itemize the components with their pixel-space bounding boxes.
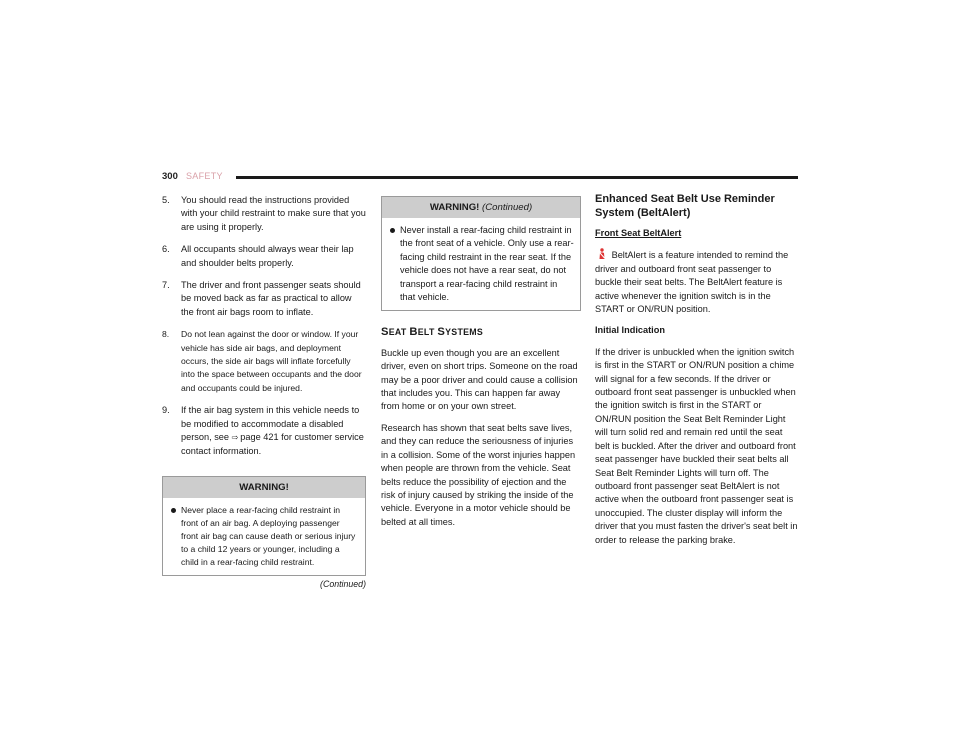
list-item-number: 6.	[162, 244, 170, 255]
list-item	[162, 243, 366, 270]
list-item-text: You should read the instructions provided with your child restraint to make sure that you are using it properly.	[181, 195, 366, 232]
continued-note: (Continued)	[320, 578, 366, 589]
warning-bullet	[390, 224, 574, 304]
header-rule	[236, 176, 798, 179]
warning-title-text: WARNING!	[429, 202, 480, 213]
paragraph: Buckle up even though you are an excellent driver, even on short trips. Someone on the road may be a poor driver and could cause a collision that includes you. This can happen far away from home or on your own street.	[381, 347, 578, 412]
warning-box	[162, 476, 366, 576]
list-item-number: 5.	[162, 195, 170, 205]
paragraph: BeltAlert is a feature intended to remind the driver and outboard front seat passenger to buckle their seat belts. The BeltAlert feature is active whenever the ignition switch is in the START or ON/RUN position.	[595, 250, 789, 315]
page-number: 300	[162, 171, 178, 182]
section-title: SAFETY	[186, 171, 223, 181]
list-item-number: 9.	[162, 405, 170, 416]
column-middle	[381, 196, 581, 537]
bullet-icon	[390, 228, 395, 233]
paragraph: Research has shown that seat belts save lives, and they can reduce the seriousness of injuries in a collision. Some of the worst injuries happen when people are thrown from the vehicle. Seat belts reduce the possibility of ejection and the risk of injury caused by striking the inside of the vehicle. Everyone in a motor vehicle should be belted at all times.	[381, 422, 576, 527]
warning-continued-label: (Continued)	[482, 202, 533, 213]
warning-body	[163, 498, 365, 575]
seatbelt-reminder-icon	[595, 248, 609, 260]
instruction-list	[162, 194, 366, 458]
column-left	[162, 194, 366, 591]
list-item-number: 7.	[162, 280, 170, 291]
warning-text: Never install a rear-facing child restraint in the front seat of a vehicle. Only use a rear-facing child restraint in the rear seat. If the vehicle does not have a rear seat, do not transport a rear-facing child restraint in that vehicle.	[400, 225, 574, 303]
subheading-initial-indication: Initial Indication	[595, 325, 665, 336]
warning-title	[382, 197, 580, 218]
subsection-title: Enhanced Seat Belt Use Reminder System (BeltAlert)	[595, 193, 775, 219]
warning-box-continued	[381, 196, 581, 311]
warning-bullet	[171, 504, 359, 569]
paragraph: If the driver is unbuckled when the ignition switch is first in the START or ON/RUN position a chime will signal for a few seconds. If the driver or outboard front seat passenger is unbuckled when the ignition switch is first in the START or ON/RUN position the Seat Belt Reminder Light will turn solid red and remain red until the seat belt is buckled. After the driver and outboard front seat passenger have buckled their seat belts all Seat Belt Reminder Lights will turn off. The outboard front passenger seat BeltAlert is not active when the outboard front passenger seat is unoccupied. The cluster display will inform the driver that you must fasten the driver's seat belt in order to release the parking brake.	[595, 346, 798, 545]
bullet-icon	[171, 508, 176, 513]
subheading-front-seat-beltalert: Front Seat BeltAlert	[595, 228, 682, 238]
list-item-text: Do not lean against the door or window. If your vehicle has side air bags, and deployment occurs, the side air bags will inflate forcefully into the space between occupants and the door and occupants could be injured.	[181, 329, 362, 393]
list-item	[162, 328, 366, 395]
list-item	[162, 404, 366, 458]
list-item-text: The driver and front passenger seats should be moved back as far as practical to allow the front air bags room to inflate.	[181, 280, 361, 317]
warning-body	[382, 218, 580, 310]
list-item-text: for customer service contact information.	[181, 432, 364, 456]
column-right	[595, 192, 798, 555]
list-item	[162, 279, 366, 319]
page-reference-link[interactable]: page 421	[240, 432, 279, 443]
page-header	[162, 171, 798, 185]
list-item-text: If the air bag system in this vehicle needs to be modified to accommodate a disabled person, see	[181, 405, 360, 443]
page-reference-arrow-icon: ⇨	[231, 433, 239, 443]
warning-text: Never place a rear-facing child restraint in front of an air bag. A deploying passenger front air bag can cause death or serious injury to a child 12 years or younger, including a child in a rear-facing child restraint.	[181, 504, 356, 567]
section-heading: SEAT BELT SYSTEMS	[381, 326, 484, 339]
warning-title: WARNING!	[163, 477, 365, 498]
list-item	[162, 194, 366, 234]
list-item-number: 8.	[162, 329, 170, 340]
list-item-text: All occupants should always wear their lap and shoulder belts properly.	[181, 244, 354, 268]
